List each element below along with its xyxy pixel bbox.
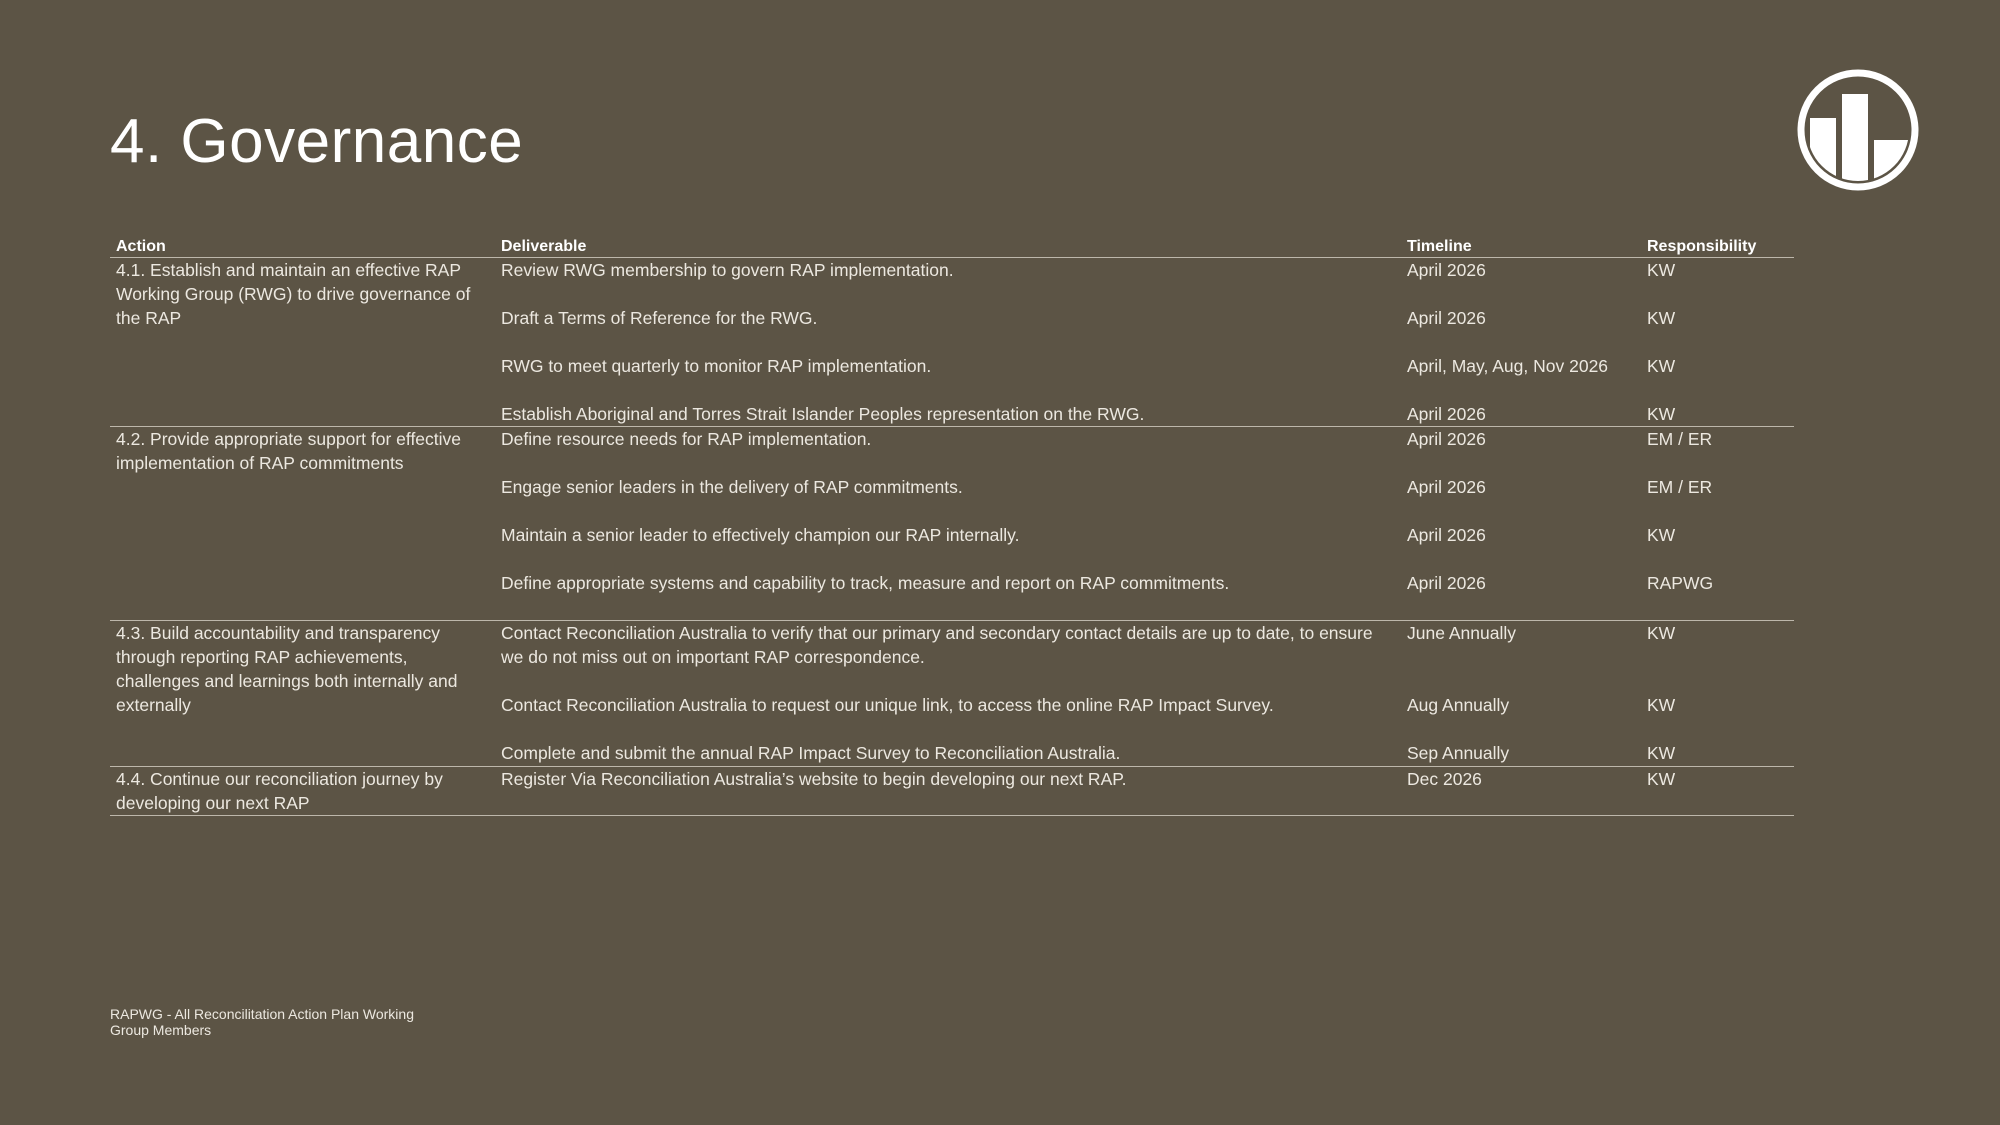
action-cell: 4.2. Provide appropriate support for effective implementation of RAP commitments: [116, 429, 462, 473]
header-action: Action: [116, 238, 166, 255]
deliverable-cell: Establish Aboriginal and Torres Strait Islander Peoples representation on the RWG.: [501, 404, 1145, 424]
responsibility-cell: KW: [1647, 623, 1676, 643]
table-row: [495, 741, 1794, 765]
footnote: RAPWG - All Reconcilitation Action Plan Working Group Members: [110, 1006, 414, 1038]
table-group: [110, 258, 1794, 427]
timeline-cell: April 2026: [1407, 429, 1486, 449]
responsibility-cell: RAPWG: [1647, 573, 1714, 593]
responsibility-cell: KW: [1647, 743, 1676, 763]
timeline-cell: June Annually: [1407, 623, 1516, 643]
timeline-cell: April 2026: [1407, 525, 1486, 545]
action-cell: 4.4. Continue our reconciliation journey by developing our next RAP: [116, 769, 443, 813]
action-cell: 4.3. Build accountability and transparency through reporting RAP achievements, challenges and learnings both internally and externally: [116, 623, 458, 715]
header-timeline: Timeline: [1407, 238, 1472, 255]
responsibility-cell: EM / ER: [1647, 429, 1713, 449]
governance-table: [110, 236, 1794, 816]
deliverable-cell: Contact Reconciliation Australia to verify that our primary and secondary contact details are up to date, to ensure we do not miss out on important RAP correspondence.: [501, 623, 1373, 667]
responsibility-cell: KW: [1647, 356, 1676, 376]
table-group: [110, 767, 1794, 816]
deliverable-cell: Draft a Terms of Reference for the RWG.: [501, 308, 818, 328]
action-cell: 4.1. Establish and maintain an effective RAP Working Group (RWG) to drive governance of the RAP: [116, 260, 471, 328]
table-group: [110, 621, 1794, 767]
table-row: [495, 258, 1794, 306]
table-row: [495, 402, 1794, 426]
page-title: 4. Governance: [110, 107, 524, 176]
responsibility-cell: EM / ER: [1647, 477, 1713, 497]
deliverable-cell: Define resource needs for RAP implementation.: [501, 429, 872, 449]
responsibility-cell: KW: [1647, 769, 1676, 789]
responsibility-cell: KW: [1647, 404, 1676, 424]
table-group: [110, 427, 1794, 621]
table-row: [495, 354, 1794, 402]
responsibility-cell: KW: [1647, 260, 1676, 280]
responsibility-cell: KW: [1647, 695, 1676, 715]
table-row: [495, 621, 1794, 693]
deliverable-cell: Maintain a senior leader to effectively champion our RAP internally.: [501, 525, 1020, 545]
deliverable-cell: Contact Reconciliation Australia to request our unique link, to access the online RAP Impact Survey.: [501, 695, 1274, 715]
timeline-cell: Dec 2026: [1407, 769, 1482, 789]
table-row: [495, 571, 1794, 619]
deliverable-cell: Define appropriate systems and capability to track, measure and report on RAP commitments.: [501, 573, 1230, 593]
table-row: [495, 427, 1794, 475]
timeline-cell: April, May, Aug, Nov 2026: [1407, 356, 1609, 376]
timeline-cell: Aug Annually: [1407, 695, 1510, 715]
timeline-cell: April 2026: [1407, 573, 1486, 593]
responsibility-cell: KW: [1647, 525, 1676, 545]
table-row: [495, 475, 1794, 523]
deliverable-cell: RWG to meet quarterly to monitor RAP implementation.: [501, 356, 932, 376]
table-header: [110, 236, 1794, 258]
timeline-cell: April 2026: [1407, 404, 1486, 424]
table-row: [495, 306, 1794, 354]
timeline-cell: April 2026: [1407, 260, 1486, 280]
deliverable-cell: Complete and submit the annual RAP Impact Survey to Reconciliation Australia.: [501, 743, 1121, 763]
timeline-cell: April 2026: [1407, 308, 1486, 328]
deliverable-cell: Review RWG membership to govern RAP implementation.: [501, 260, 954, 280]
header-deliverable: Deliverable: [501, 238, 587, 255]
table-row: [495, 767, 1794, 815]
timeline-cell: Sep Annually: [1407, 743, 1510, 763]
deliverable-cell: Engage senior leaders in the delivery of RAP commitments.: [501, 477, 963, 497]
timeline-cell: April 2026: [1407, 477, 1486, 497]
header-responsibility: Responsibility: [1647, 238, 1757, 255]
deliverable-cell: Register Via Reconciliation Australia’s website to begin developing our next RAP.: [501, 769, 1127, 789]
bar-chart-circle-logo: [1796, 68, 1920, 192]
table-row: [495, 693, 1794, 741]
table-row: [495, 523, 1794, 571]
responsibility-cell: KW: [1647, 308, 1676, 328]
